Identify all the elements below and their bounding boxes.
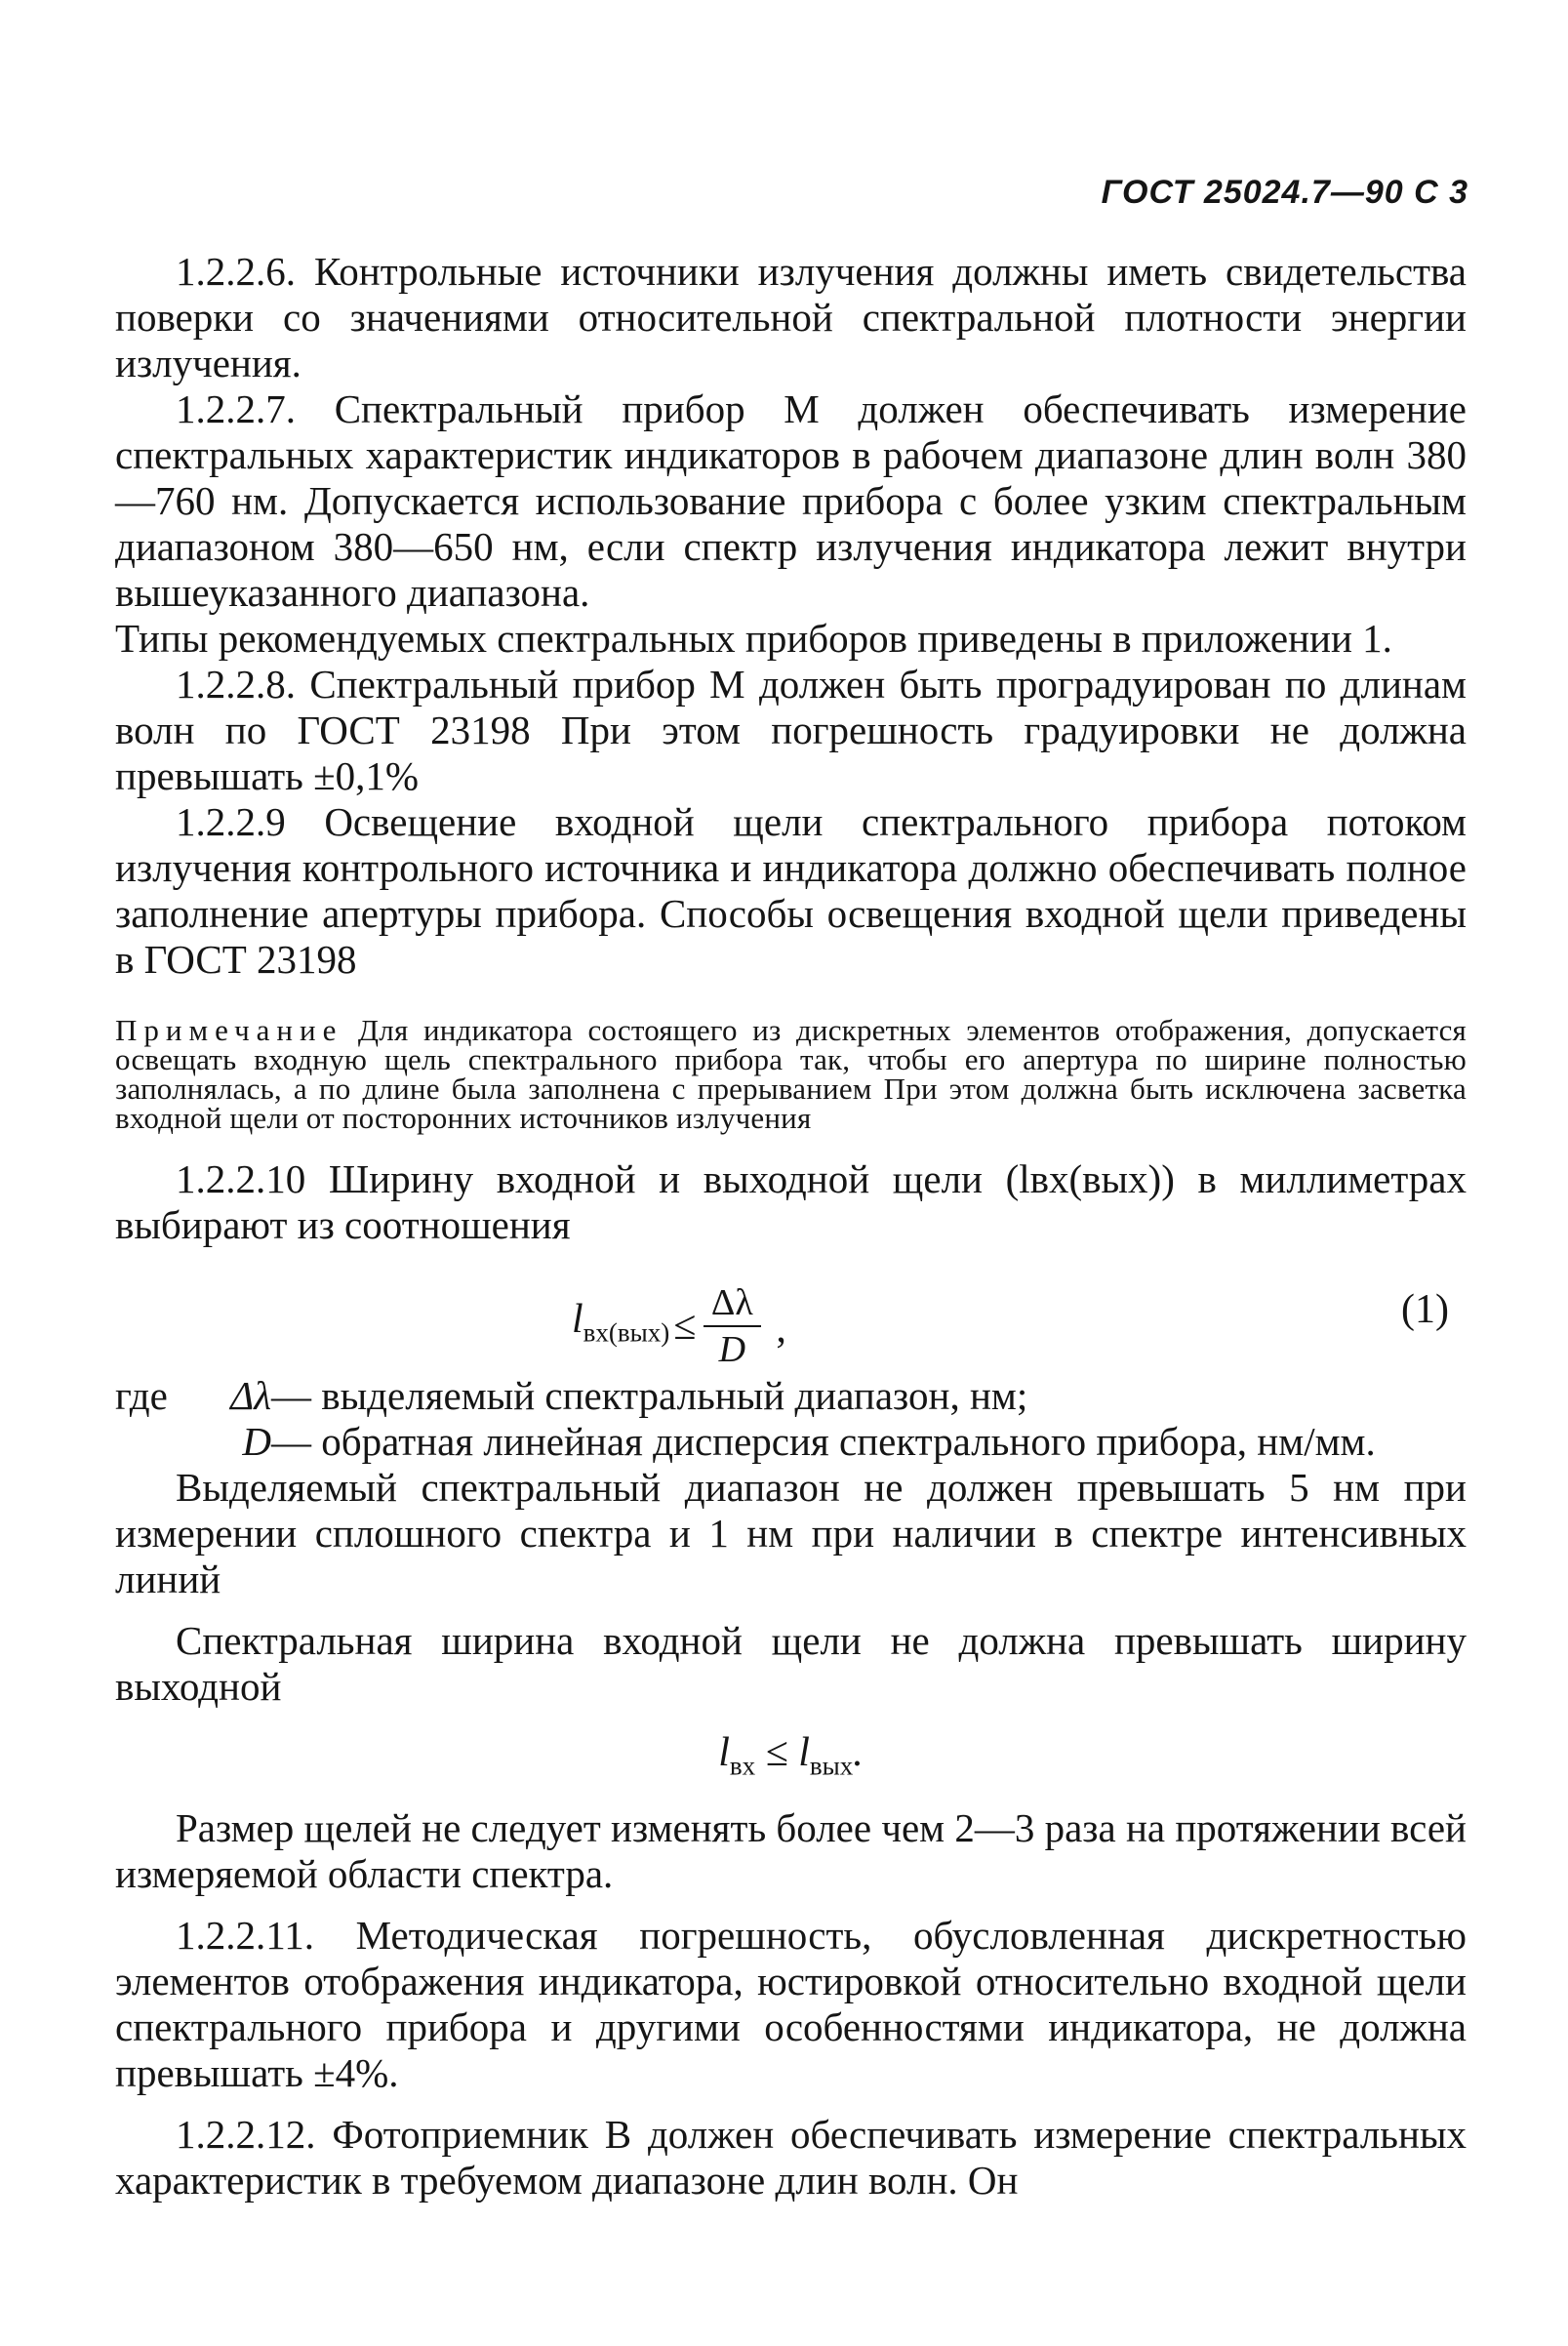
inline-formula-rhs: l [798, 1730, 810, 1775]
paragraph-1-2-2-7: 1.2.2.7. Спектральный прибор М должен обеспечивать измерение спектральных характеристик индикаторов в рабочем диапазоне длин волн 380—760 нм. Допускается использование прибора с более узким спектральным диапазоном 380—650 нм, если спектр излучения индикатора лежит внутри вышеуказанного диапазона. [115, 386, 1467, 615]
formula-expression [572, 1282, 786, 1370]
definition-symbol-d: D [242, 1419, 271, 1464]
formula-1 [115, 1260, 1467, 1370]
formula-operator: ≤ [673, 1303, 697, 1349]
paragraph-1-2-2-10: 1.2.2.10 Ширину входной и выходной щели (lвх(вых)) в миллиметрах выбирают из соотношения [115, 1156, 1467, 1247]
definition-text-delta-lambda: — выделяемый спектральный диапазон, нм; [271, 1373, 1028, 1418]
paragraph-recommended-types: Типы рекомендуемых спектральных приборов приведены в приложении 1. [115, 616, 1392, 661]
note-title: Примечание [115, 1013, 343, 1047]
formula-comma: , [776, 1306, 786, 1352]
paragraph-1-2-2-12: 1.2.2.12. Фотоприемник В должен обеспечивать измерение спектральных характеристик в требуемом диапазоне длин волн. Он [115, 2112, 1467, 2204]
paragraph-1-2-2-9: 1.2.2.9 Освещение входной щели спектрального прибора потоком излучения контрольного источника и индикатора должно обеспечивать полное заполнение апертуры прибора. Способы освещения входной щели приведены в ГОСТ 23198 [115, 799, 1467, 982]
note-text: Для индикатора состоящего из дискретных элементов отображения, допускается освещать входную щель спектрального прибора так, чтобы его апертура по ширине полностью заполнялась, а по длине была заполнена с прерыванием При этом должна быть исключена засветка входной щели от посторонних источников излучения [115, 1013, 1467, 1135]
formula-numerator: Δλ [704, 1282, 761, 1327]
page-header: ГОСТ 25024.7—90 С 3 [1101, 174, 1468, 211]
paragraph-1-2-2-8: 1.2.2.8. Спектральный прибор М должен быть проградуирован по длинам волн по ГОСТ 23198 При этом погрешность градуировки не должна превышать ±0,1% [115, 662, 1467, 798]
note-block [115, 1013, 1467, 1135]
inline-formula-end: . [853, 1730, 864, 1775]
formula-definitions [115, 1373, 1467, 1465]
paragraph-spacer-3 [115, 2096, 1467, 2112]
paragraph-spectral-range: Выделяемый спектральный диапазон не должен превышать 5 нм при измерении сплошного спектра и 1 нм при наличии в спектре интенсивных линий [115, 1465, 1467, 1601]
formula-lhs-subscript: вх(вых) [583, 1317, 670, 1348]
definition-row-d [115, 1419, 1467, 1465]
inline-formula-lhs: l [718, 1730, 730, 1775]
formula-number: (1) [1401, 1287, 1449, 1332]
document-content [115, 249, 1467, 2204]
formula-lhs-symbol: l [572, 1296, 583, 1342]
inline-formula-rhs-subscript: вых [809, 1751, 854, 1781]
definition-symbol-delta-lambda: Δλ [230, 1373, 271, 1418]
formula-fraction [700, 1282, 764, 1370]
inline-formula-lhs-subscript: вх [729, 1751, 756, 1781]
paragraph-slit-width: Спектральная ширина входной щели не должна превышать ширину выходной [115, 1618, 1467, 1709]
paragraph-1-2-2-6: 1.2.2.6. Контрольные источники излучения должны иметь свидетельства поверки со значениями относительной спектральной плотности энергии излучения. [115, 249, 1467, 385]
inline-formula-operator: ≤ [765, 1730, 788, 1775]
formula-lhs [572, 1297, 669, 1355]
definition-text-d: — обратная линейная дисперсия спектрального прибора, нм/мм. [271, 1419, 1376, 1464]
paragraph-spacer-2 [115, 1897, 1467, 1913]
paragraph-slit-size: Размер щелей не следует изменять более чем 2—3 раза на протяжении всей измеряемой области спектра. [115, 1805, 1467, 1897]
definition-row-delta-lambda [115, 1373, 1467, 1419]
paragraph-1-2-2-11: 1.2.2.11. Методическая погрешность, обусловленная дискретностью элементов отображения индикатора, юстировкой относительно входной щели спектрального прибора и другими особенностями индикатора, не должна превышать ±4%. [115, 1913, 1467, 2096]
formula-denominator: D [718, 1329, 746, 1370]
inline-formula-slits [115, 1730, 1467, 1789]
paragraph-spacer [115, 1602, 1467, 1618]
definition-prefix: где [115, 1373, 168, 1418]
